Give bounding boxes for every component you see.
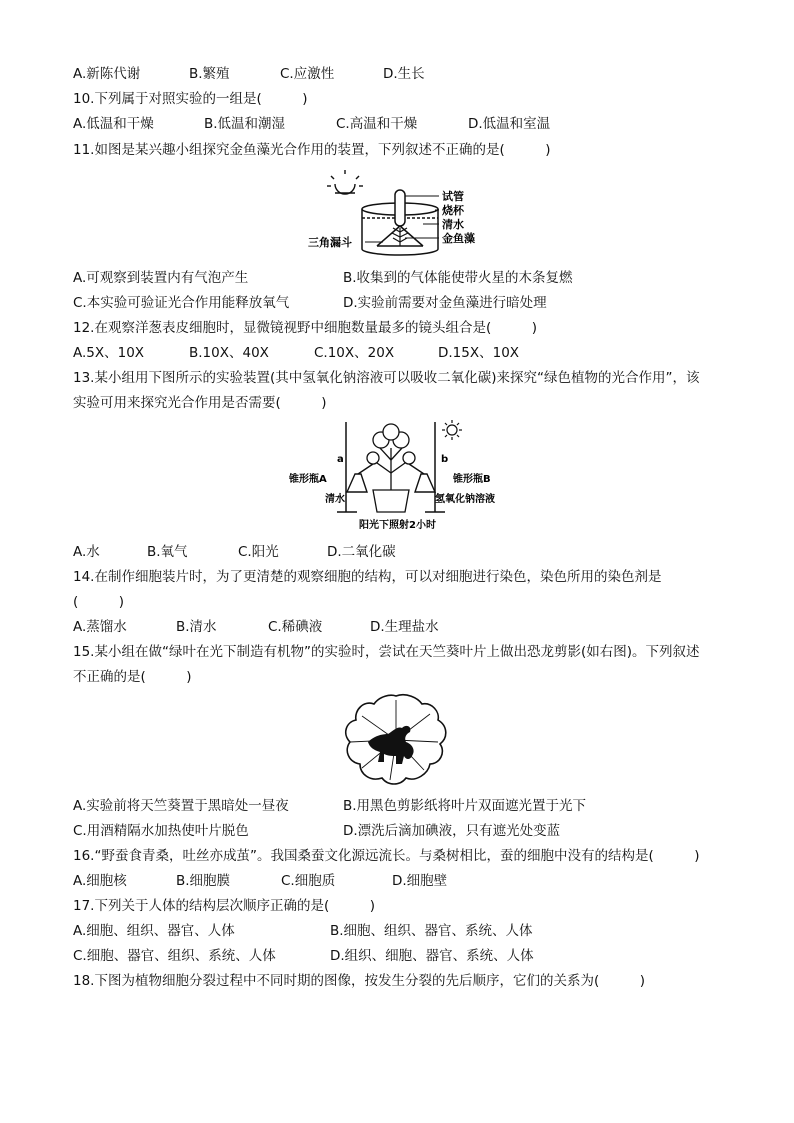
label-water: 清水 bbox=[442, 218, 464, 231]
figure-caption: 阳光下照射2小时 bbox=[359, 520, 436, 531]
q11-option-b: B.收集到的气体能使带火星的木条复燃 bbox=[343, 270, 573, 286]
q17-stem: 17.下列关于人体的结构层次顺序正确的是( ) bbox=[73, 898, 376, 914]
test-tube bbox=[395, 190, 405, 226]
q16-option-a: A.细胞核 bbox=[73, 873, 127, 889]
q15-option-a: A.实验前将天竺葵置于黑暗处一昼夜 bbox=[73, 798, 289, 814]
q17-option-d: D.组织、细胞、器官、系统、人体 bbox=[330, 948, 534, 964]
sun-icon bbox=[327, 170, 363, 194]
q12-option-b: B.10X、40X bbox=[189, 345, 269, 361]
q15-stem-line2: 不正确的是( ) bbox=[73, 669, 192, 685]
q10-option-c: C.高温和干燥 bbox=[336, 116, 418, 132]
q14-option-c: C.稀碘液 bbox=[268, 619, 323, 635]
q13-option-a: A.水 bbox=[73, 544, 100, 560]
q13-stem-line1: 13.某小组用下图所示的实验装置(其中氢氧化钠溶液可以吸收二氧化碳)来探究“绿色植物的光合作用”，该 bbox=[73, 370, 700, 386]
label-plant: 金鱼藻 bbox=[442, 232, 475, 245]
geranium-leaf-figure bbox=[340, 690, 452, 790]
q11-option-a: A.可观察到装置内有气泡产生 bbox=[73, 270, 249, 286]
q12-stem: 12.在观察洋葱表皮细胞时，显微镜视野中细胞数量最多的镜头组合是( ) bbox=[73, 320, 538, 336]
label-naoh: 氢氧化钠溶液 bbox=[435, 494, 495, 505]
q12-option-c: C.10X、20X bbox=[314, 345, 395, 361]
q10-stem: 10.下列属于对照实验的一组是( ) bbox=[73, 91, 308, 107]
q10-option-d: D.低温和室温 bbox=[468, 116, 551, 132]
q15-option-d: D.漂洗后滴加碘液，只有遮光处变蓝 bbox=[343, 823, 561, 839]
q9-option-d: D.生长 bbox=[383, 66, 425, 82]
q14-stem-line1: 14.在制作细胞装片时，为了更清楚的观察细胞的结构，可以对细胞进行染色，染色所用的染色剂是 bbox=[73, 569, 662, 585]
q14-option-a: A.蒸馏水 bbox=[73, 619, 127, 635]
q9-option-a: A.新陈代谢 bbox=[73, 66, 141, 82]
label-funnel: 三角漏斗 bbox=[308, 236, 352, 249]
label-flask-b: 锥形瓶B bbox=[453, 474, 491, 485]
q14-option-b: B.清水 bbox=[176, 619, 217, 635]
q17-option-c: C.细胞、器官、组织、系统、人体 bbox=[73, 948, 276, 964]
q13-option-d: D.二氧化碳 bbox=[327, 544, 396, 560]
flask-b bbox=[409, 464, 435, 492]
q16-stem: 16.“野蚕食青桑，吐丝亦成茧”。我国桑蚕文化源远流长。与桑树相比，蚕的细胞中没有的结构是( ) bbox=[73, 848, 700, 864]
q13-stem-line2: 实验可用来探究光合作用是否需要( ) bbox=[73, 395, 327, 411]
label-water: 清水 bbox=[325, 494, 345, 505]
q14-stem-line2: ( ) bbox=[73, 594, 125, 610]
q9-option-b: B.繁殖 bbox=[189, 66, 230, 82]
aquatic-plant-apparatus-figure bbox=[305, 166, 500, 262]
label-a: a bbox=[337, 454, 344, 465]
q12-option-d: D.15X、10X bbox=[438, 345, 520, 361]
flask-a bbox=[347, 464, 373, 492]
label-beaker: 烧杯 bbox=[442, 204, 464, 217]
q16-option-b: B.细胞膜 bbox=[176, 873, 231, 889]
q16-option-c: C.细胞质 bbox=[281, 873, 336, 889]
potted-plant bbox=[367, 424, 415, 512]
q10-option-a: A.低温和干燥 bbox=[73, 116, 154, 132]
q18-stem: 18.下图为植物细胞分裂过程中不同时期的图像，按发生分裂的先后顺序，它们的关系为( ) bbox=[73, 973, 646, 989]
q15-stem-line1: 15.某小组在做“绿叶在光下制造有机物”的实验时，尝试在天竺葵叶片上做出恐龙剪影(如右图)。下列叙述 bbox=[73, 644, 700, 660]
q12-option-a: A.5X、10X bbox=[73, 345, 145, 361]
label-b: b bbox=[441, 454, 449, 465]
label-flask-a: 锥形瓶A bbox=[289, 474, 327, 485]
q14-option-d: D.生理盐水 bbox=[370, 619, 439, 635]
sun-icon bbox=[442, 420, 462, 440]
label-test-tube: 试管 bbox=[442, 190, 464, 203]
q11-option-d: D.实验前需要对金鱼藻进行暗处理 bbox=[343, 295, 547, 311]
q16-option-d: D.细胞壁 bbox=[392, 873, 448, 889]
q9-option-c: C.应激性 bbox=[280, 66, 335, 82]
q10-option-b: B.低温和潮湿 bbox=[204, 116, 286, 132]
potted-plant-apparatus-figure bbox=[285, 418, 515, 534]
q11-option-c: C.本实验可验证光合作用能释放氧气 bbox=[73, 295, 290, 311]
q13-option-b: B.氧气 bbox=[147, 544, 188, 560]
q11-stem: 11.如图是某兴趣小组探究金鱼藻光合作用的装置，下列叙述不正确的是( ) bbox=[73, 142, 551, 158]
q15-option-b: B.用黑色剪影纸将叶片双面遮光置于光下 bbox=[343, 798, 587, 814]
q15-option-c: C.用酒精隔水加热使叶片脱色 bbox=[73, 823, 249, 839]
q17-option-a: A.细胞、组织、器官、人体 bbox=[73, 923, 235, 939]
q13-option-c: C.阳光 bbox=[238, 544, 279, 560]
q17-option-b: B.细胞、组织、器官、系统、人体 bbox=[330, 923, 533, 939]
